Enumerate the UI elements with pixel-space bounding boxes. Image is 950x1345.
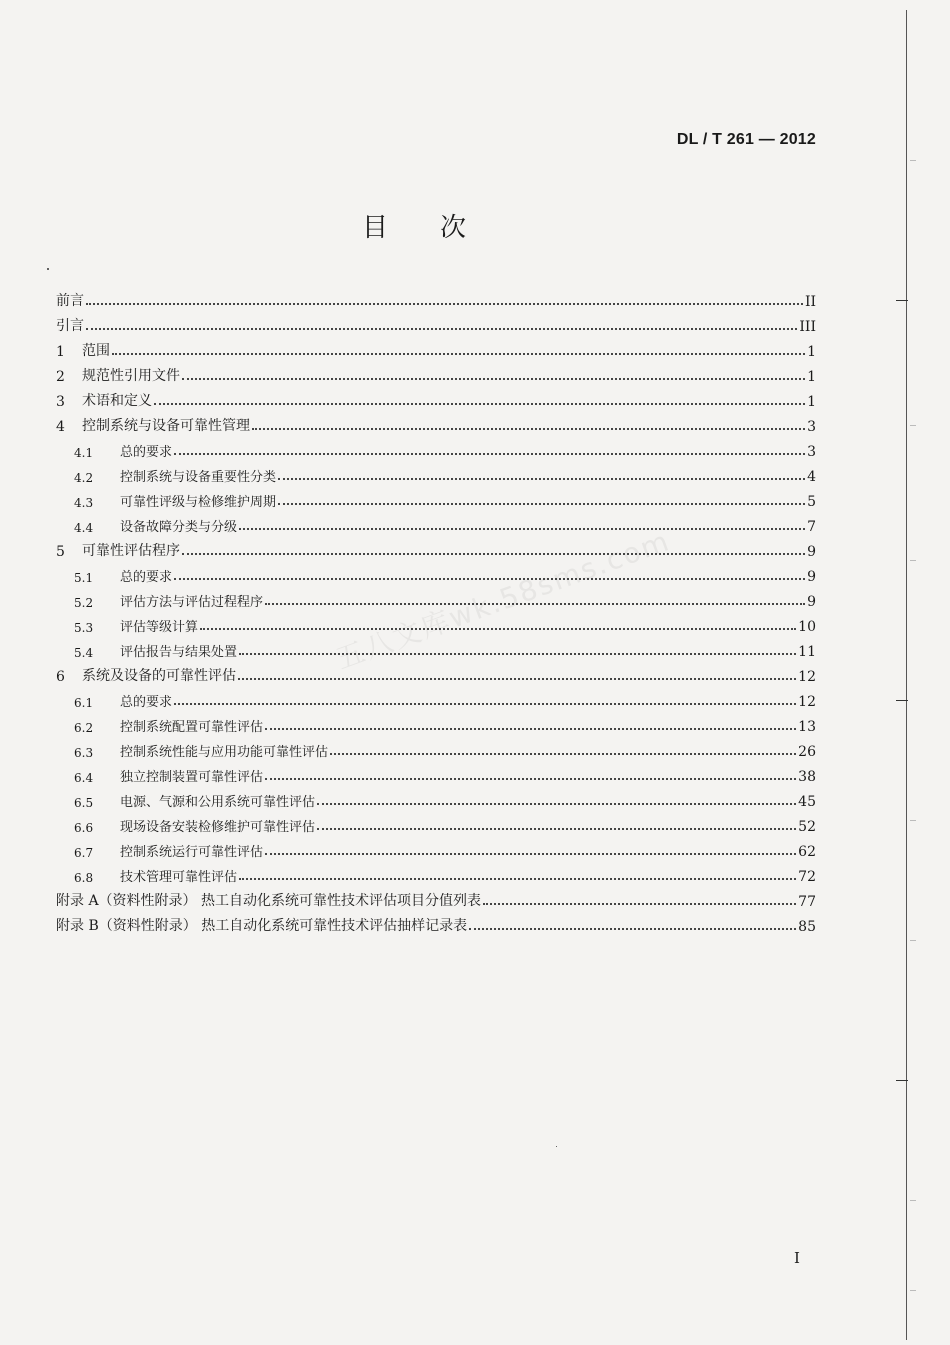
toc-entry-label: 独立控制装置可靠性评估 xyxy=(120,770,264,785)
toc-entry[interactable] xyxy=(56,888,816,910)
toc-leader-dots xyxy=(174,578,805,580)
toc-entry-number: 4.4 xyxy=(74,521,94,535)
scan-edge-mark xyxy=(910,1200,916,1201)
toc-entry[interactable] xyxy=(56,538,816,560)
scan-speck xyxy=(556,1146,557,1147)
toc-entry[interactable] xyxy=(56,388,816,410)
toc-entry-label: 评估等级计算 xyxy=(120,620,199,635)
scan-edge-mark xyxy=(910,560,916,561)
toc-entry-page: 9 xyxy=(807,594,816,610)
scan-speck xyxy=(47,268,49,270)
toc-entry-page: 11 xyxy=(798,644,816,660)
toc-entry[interactable] xyxy=(56,813,816,835)
toc-entry-label: 控制系统与设备可靠性管理 xyxy=(82,418,250,434)
toc-entry-label: 控制系统运行可靠性评估 xyxy=(120,845,264,860)
toc-entry-number: 5.2 xyxy=(74,596,94,610)
toc-entry-page: 4 xyxy=(807,469,816,485)
toc-entry-label: 设备故障分类与分级 xyxy=(120,520,238,535)
toc-entry-number: 5.4 xyxy=(74,646,94,660)
toc-entry[interactable] xyxy=(56,738,816,760)
toc-leader-dots xyxy=(265,603,805,605)
toc-leader-dots xyxy=(182,553,805,555)
toc-leader-dots xyxy=(182,378,805,380)
toc-entry-label: 控制系统配置可靠性评估 xyxy=(120,720,264,735)
scan-edge-mark xyxy=(910,820,916,821)
watermark: 五八文库wk.58sms.com xyxy=(331,524,675,676)
toc-entry-number: 4.2 xyxy=(74,471,94,485)
toc-entry-label: 范围 xyxy=(82,343,110,359)
toc-entry-page: 1 xyxy=(807,369,816,385)
toc-entry-page: 77 xyxy=(798,894,816,910)
toc-leader-dots xyxy=(239,528,805,530)
toc-entry[interactable] xyxy=(56,338,816,360)
toc-entry-page: III xyxy=(799,319,816,335)
scan-edge-mark xyxy=(896,300,908,301)
toc-entry[interactable] xyxy=(56,588,816,610)
toc-entry[interactable] xyxy=(56,838,816,860)
toc-leader-dots xyxy=(252,428,805,430)
toc-entry-page: II xyxy=(804,294,816,310)
toc-entry-label: 引言 xyxy=(56,318,84,334)
scan-edge-mark xyxy=(910,160,916,161)
toc-entry-page: 12 xyxy=(798,694,816,710)
toc-entry-number: 5.1 xyxy=(74,571,94,585)
toc-entry[interactable] xyxy=(56,688,816,710)
toc-entry-page: 62 xyxy=(798,844,816,860)
toc-leader-dots xyxy=(174,703,796,705)
toc-entry-page: 5 xyxy=(807,494,816,510)
toc-entry[interactable] xyxy=(56,488,816,510)
toc-entry[interactable] xyxy=(56,463,816,485)
scan-edge-mark xyxy=(910,1290,916,1291)
toc-entry-label: 总的要求 xyxy=(120,570,173,585)
toc-leader-dots xyxy=(330,753,796,755)
toc-entry-number: 6 xyxy=(56,669,65,685)
scan-edge-mark xyxy=(896,1080,908,1081)
toc-entry-page: 1 xyxy=(807,344,816,360)
toc-entry-label: 术语和定义 xyxy=(82,393,152,409)
toc-entry-number: 4.1 xyxy=(74,446,94,460)
toc-entry-label: 控制系统性能与应用功能可靠性评估 xyxy=(120,745,329,760)
toc-entry-label: 电源、气源和公用系统可靠性评估 xyxy=(120,795,316,810)
toc-entry[interactable] xyxy=(56,563,816,585)
toc-entry[interactable] xyxy=(56,513,816,535)
scan-edge-mark xyxy=(896,700,908,701)
toc-leader-dots xyxy=(239,653,796,655)
toc-entry-label: 现场设备安装检修维护可靠性评估 xyxy=(120,820,316,835)
toc-entry[interactable] xyxy=(56,913,816,935)
toc-entry-label: 总的要求 xyxy=(120,695,173,710)
toc-leader-dots xyxy=(265,853,796,855)
toc-leader-dots xyxy=(174,453,805,455)
toc-entry[interactable] xyxy=(56,363,816,385)
toc-leader-dots xyxy=(200,628,796,630)
toc-leader-dots xyxy=(112,353,805,355)
toc-entry-label: 附录 B（资料性附录） 热工自动化系统可靠性技术评估抽样记录表 xyxy=(56,918,468,934)
toc-entry-label: 技术管理可靠性评估 xyxy=(120,870,238,885)
toc-entry[interactable] xyxy=(56,613,816,635)
toc-entry[interactable] xyxy=(56,763,816,785)
toc-entry-number: 4 xyxy=(56,419,65,435)
toc-entry-number: 5.3 xyxy=(74,621,94,635)
toc-entry[interactable] xyxy=(56,713,816,735)
toc-entry-page: 3 xyxy=(807,419,816,435)
toc-entry-page: 26 xyxy=(798,744,816,760)
toc-entry-page: 45 xyxy=(798,794,816,810)
toc-entry[interactable] xyxy=(56,288,816,310)
toc-entry-label: 前言 xyxy=(56,293,84,309)
toc-entry-page: 85 xyxy=(798,919,816,935)
toc-entry-page: 72 xyxy=(798,869,816,885)
toc-leader-dots xyxy=(238,678,796,680)
toc-entry-number: 5 xyxy=(56,544,65,560)
toc-leader-dots xyxy=(265,728,796,730)
toc-entry-number: 6.3 xyxy=(74,746,94,760)
toc-entry[interactable] xyxy=(56,313,816,335)
toc-entry-number: 6.7 xyxy=(74,846,94,860)
toc-entry-page: 10 xyxy=(798,619,816,635)
toc-entry-page: 3 xyxy=(807,444,816,460)
toc-leader-dots xyxy=(265,778,796,780)
toc-entry[interactable] xyxy=(56,438,816,460)
scan-edge-line xyxy=(906,10,907,1340)
scan-edge-mark xyxy=(910,425,916,426)
toc-entry-number: 3 xyxy=(56,394,65,410)
toc-entry-label: 规范性引用文件 xyxy=(82,368,180,384)
toc-entry-page: 38 xyxy=(798,769,816,785)
toc-leader-dots xyxy=(154,403,805,405)
page-number: I xyxy=(794,1249,800,1267)
toc-entry-page: 1 xyxy=(807,394,816,410)
toc-entry-label: 附录 A（资料性附录） 热工自动化系统可靠性技术评估项目分值列表 xyxy=(56,893,482,909)
toc-entry-label: 总的要求 xyxy=(120,445,173,460)
toc-entry-number: 6.4 xyxy=(74,771,94,785)
toc-entry-page: 13 xyxy=(798,719,816,735)
toc-leader-dots xyxy=(86,303,803,305)
toc-entry-label: 系统及设备的可靠性评估 xyxy=(82,668,236,684)
standard-code: DL / T 261 — 2012 xyxy=(676,131,816,148)
toc-entry-number: 6.5 xyxy=(74,796,94,810)
toc-entry[interactable] xyxy=(56,863,816,885)
toc-entry-number: 1 xyxy=(56,344,65,360)
toc-entry-page: 12 xyxy=(798,669,816,685)
toc-entry[interactable] xyxy=(56,788,816,810)
toc-entry[interactable] xyxy=(56,663,816,685)
toc-entry-label: 可靠性评估程序 xyxy=(82,543,180,559)
toc-entry-label: 控制系统与设备重要性分类 xyxy=(120,470,277,485)
toc-entry[interactable] xyxy=(56,638,816,660)
toc-entry-number: 4.3 xyxy=(74,496,94,510)
toc-entry-page: 7 xyxy=(807,519,816,535)
toc-entry-page: 52 xyxy=(798,819,816,835)
toc-leader-dots xyxy=(278,503,805,505)
toc-leader-dots xyxy=(317,828,796,830)
page-title: 目次 xyxy=(361,213,518,243)
scan-edge-mark xyxy=(910,940,916,941)
toc-entry[interactable] xyxy=(56,413,816,435)
toc-leader-dots xyxy=(86,328,797,330)
toc-entry-label: 可靠性评级与检修维护周期 xyxy=(120,495,277,510)
toc-leader-dots xyxy=(239,878,796,880)
toc-entry-number: 6.2 xyxy=(74,721,94,735)
toc-leader-dots xyxy=(469,928,796,930)
toc-leader-dots xyxy=(278,478,805,480)
toc-entry-label: 评估报告与结果处置 xyxy=(120,645,238,660)
toc-entry-label: 评估方法与评估过程程序 xyxy=(120,595,264,610)
toc-entry-number: 6.1 xyxy=(74,696,94,710)
toc-entry-number: 6.8 xyxy=(74,871,94,885)
toc-leader-dots xyxy=(483,903,796,905)
toc-entry-number: 2 xyxy=(56,369,65,385)
toc-entry-page: 9 xyxy=(807,569,816,585)
toc-leader-dots xyxy=(317,803,796,805)
toc-entry-number: 6.6 xyxy=(74,821,94,835)
toc-entry-page: 9 xyxy=(807,544,816,560)
